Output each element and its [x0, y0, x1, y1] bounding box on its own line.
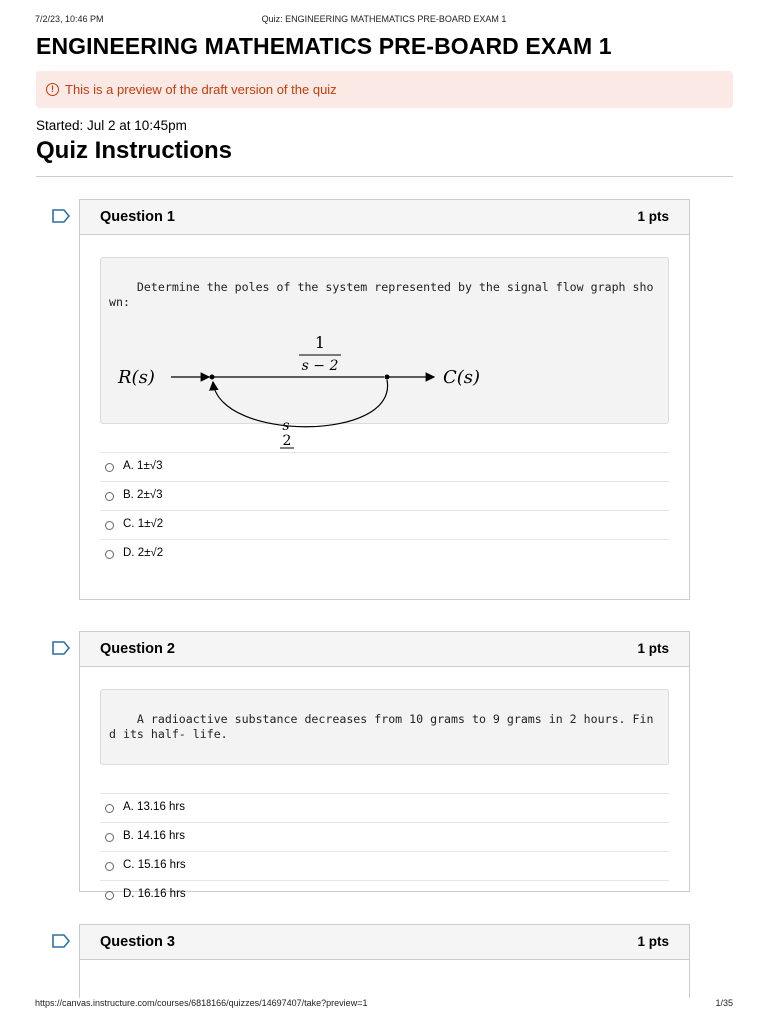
radio-button[interactable] [105, 804, 114, 813]
answer-label: D. 16.16 hrs [123, 888, 186, 900]
answer-option[interactable] [100, 539, 669, 568]
graph-input-label: R(s) [118, 367, 155, 388]
question-name: Question 1 [100, 209, 175, 225]
preview-alert [36, 71, 733, 108]
radio-button[interactable] [105, 492, 114, 501]
answer-label: A. 13.16 hrs [123, 801, 186, 813]
radio-button[interactable] [105, 833, 114, 842]
quiz-title: ENGINEERING MATHEMATICS PRE-BOARD EXAM 1 [36, 33, 612, 59]
answer-list [100, 452, 669, 568]
answer-option[interactable] [100, 793, 669, 822]
question-points: 1 pts [637, 209, 669, 224]
preview-notice: This is a preview of the draft version of the quiz [65, 82, 337, 97]
question-header [80, 632, 689, 667]
question-header [80, 925, 689, 960]
flag-question-icon[interactable] [52, 641, 70, 655]
started-time: Started: Jul 2 at 10:45pm [36, 118, 187, 133]
flag-question-icon[interactable] [52, 934, 70, 948]
page-url: https://canvas.instructure.com/courses/6818166/quizzes/14697407/take?preview=1 [35, 998, 368, 1008]
feedback-gain-numerator: 2 [282, 433, 292, 449]
question-points: 1 pts [637, 641, 669, 656]
flag-question-icon[interactable] [52, 209, 70, 223]
radio-button[interactable] [105, 550, 114, 559]
answer-option[interactable] [100, 851, 669, 880]
answer-label: D. 2±√2 [123, 547, 164, 559]
question-name: Question 2 [100, 641, 175, 657]
question-header [80, 200, 689, 235]
print-date: 7/2/23, 10:46 PM [35, 14, 104, 24]
answer-option[interactable] [100, 822, 669, 851]
radio-button[interactable] [105, 891, 114, 900]
question-text-box [100, 257, 669, 449]
forward-gain-denominator: s − 2 [301, 358, 339, 374]
answer-option[interactable] [100, 880, 669, 909]
question-2 [79, 631, 690, 900]
print-footer [35, 998, 733, 1010]
answer-label: C. 1±√2 [123, 518, 164, 530]
warning-icon: ! [46, 83, 59, 96]
divider [36, 176, 733, 177]
question-text: Determine the poles of the system represented by the signal flow graph shown: [109, 280, 654, 309]
question-name: Question 3 [100, 934, 175, 950]
print-title: Quiz: ENGINEERING MATHEMATICS PRE-BOARD EXAM 1 [261, 14, 507, 24]
radio-button[interactable] [105, 463, 114, 472]
question-text: A radioactive substance decreases from 10 grams to 9 grams in 2 hours. Find its half- life. [109, 712, 654, 741]
forward-gain-numerator: 1 [314, 333, 326, 352]
question-3 [79, 924, 690, 998]
answer-label: A. 1±√3 [123, 460, 163, 472]
feedback-gain-denominator: s [282, 418, 290, 434]
answer-list [100, 793, 669, 909]
quiz-instructions-heading: Quiz Instructions [36, 137, 233, 164]
answer-label: B. 2±√3 [123, 489, 163, 501]
print-header [35, 14, 733, 26]
graph-output-label: C(s) [443, 367, 481, 388]
answer-option[interactable] [100, 481, 669, 510]
question-text-box [100, 689, 669, 765]
answer-label: B. 14.16 hrs [123, 830, 186, 842]
answer-option[interactable] [100, 510, 669, 539]
answer-label: C. 15.16 hrs [123, 859, 186, 871]
answer-option[interactable] [100, 452, 669, 481]
question-points: 1 pts [637, 934, 669, 949]
radio-button[interactable] [105, 862, 114, 871]
question-1 [79, 199, 690, 600]
signal-flow-graph [109, 327, 679, 457]
radio-button[interactable] [105, 521, 114, 530]
page-number: 1/35 [715, 998, 733, 1008]
